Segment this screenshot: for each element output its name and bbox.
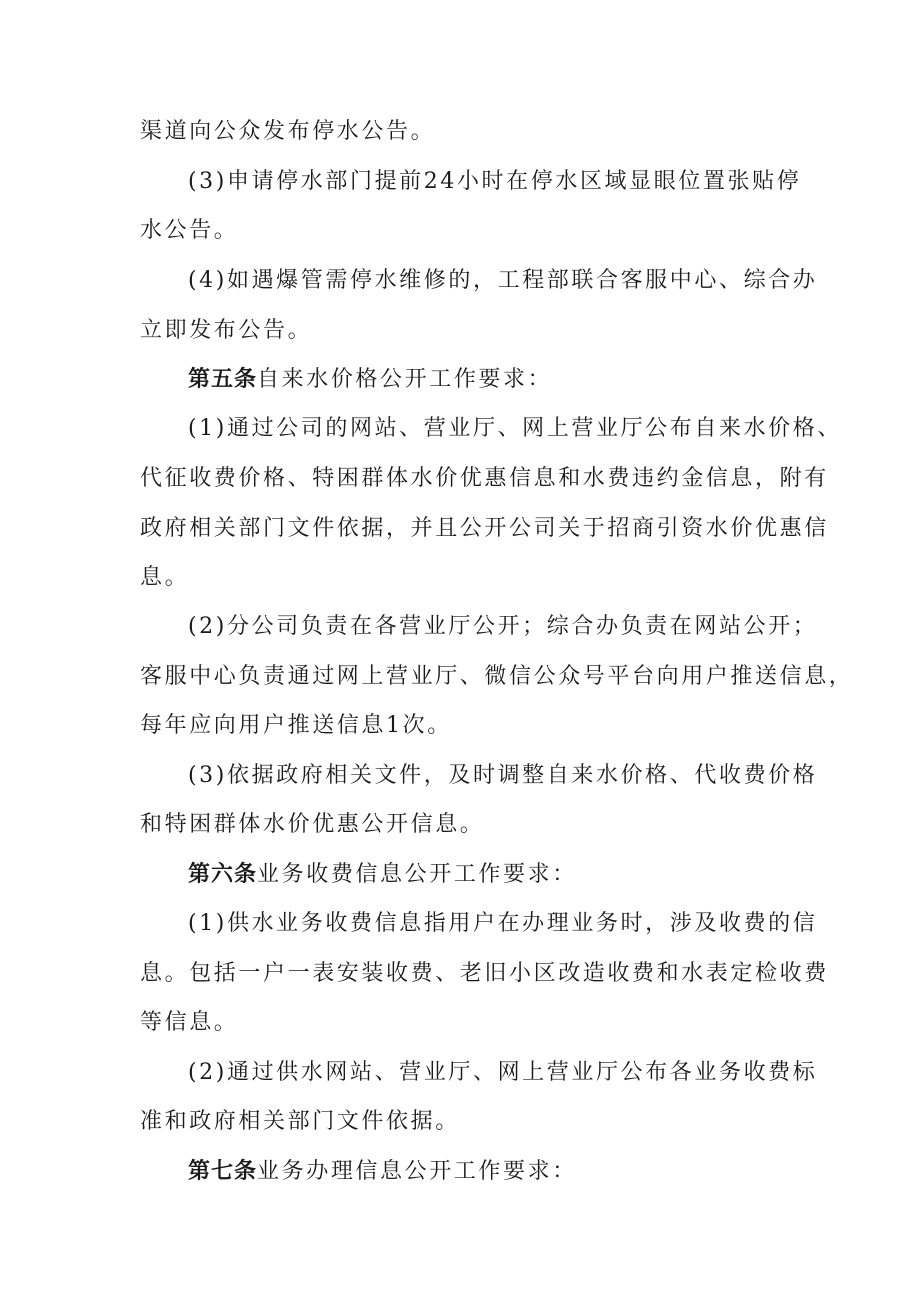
paragraph-line: 立即发布公告。 [140,318,313,343]
paragraph-line: 息。 [140,565,190,590]
paragraph-line: (1)通过公司的网站、营业厅、网上营业厅公布自来水价格、 [188,416,842,441]
article-heading [188,1157,800,1187]
paragraph-line: (1)供水业务收费信息指用户在办理业务时，涉及收费的信 [188,911,818,936]
article-title: 业务收费信息公开工作要求： [257,862,577,887]
article-label: 第五条 [188,367,258,392]
article-label: 第七条 [188,1159,258,1184]
paragraph-line: 政府相关部门文件依据，并且公开公司关于招商引资水价优惠信 [140,516,829,541]
paragraph-line: 客服中心负责通过网上营业厅、微信公众号平台向用户推送信息， [140,664,854,689]
article-title: 业务办理信息公开工作要求： [257,1159,577,1184]
paragraph-line: (2)通过供水网站、营业厅、网上营业厅公布各业务收费标 [188,1060,818,1085]
paragraph-line: (4)如遇爆管需停水维修的，工程部联合客服中心、综合办 [188,268,818,293]
paragraph-line: 等信息。 [140,1010,239,1035]
paragraph-line: (3)申请停水部门提前24小时在停水区域显眼位置张贴停 [188,169,802,194]
paragraph-line: 渠道向公众发布停水公告。 [140,119,436,144]
paragraph-line: 每年应向用户推送信息1次。 [140,713,452,738]
paragraph-line: 准和政府相关部门文件依据。 [140,1109,460,1134]
article-heading [188,365,800,395]
article-label: 第六条 [188,862,258,887]
paragraph-line: 息。包括一户一表安装收费、老旧小区改造收费和水表定检收费 [140,961,829,986]
paragraph-line: 代征收费价格、特困群体水价优惠信息和水费违约金信息，附有 [140,466,829,491]
article-title: 自来水价格公开工作要求： [257,367,553,392]
paragraph-line: (3)依据政府相关文件，及时调整自来水价格、代收费价格 [188,763,818,788]
paragraph-line: (2)分公司负责在各营业厅公开；综合办负责在网站公开； [188,614,818,639]
paragraph-line: 水公告。 [140,218,239,243]
article-heading [188,860,800,890]
paragraph-line: 和特困群体水价优惠公开信息。 [140,812,485,837]
